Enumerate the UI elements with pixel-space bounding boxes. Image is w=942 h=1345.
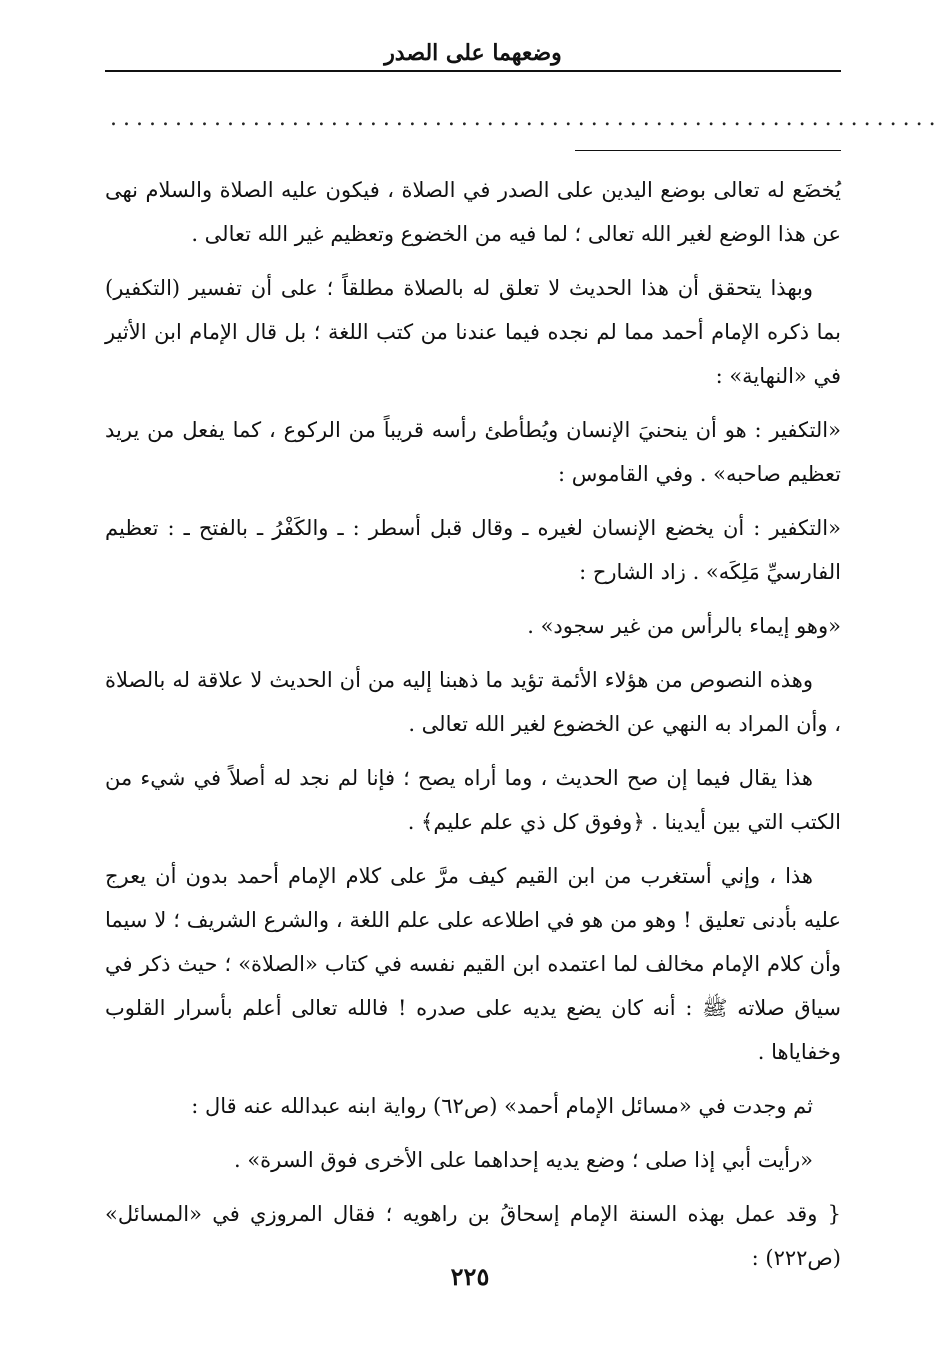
paragraph: هذا ، وإني أستغرب من ابن القيم كيف مرَّ على كلام الإمام أحمد بدون أن يعرج عليه بأدنى تعليق ! وهو من هو في اطلاعه على علم اللغة ، والشرع الشريف ؛ لا سيما وأن كلام الإمام مخالف لما اعتمده ابن القيم نفسه في كتاب «الصلاة» ؛ حيث ذكر في سياق صلاته ﷺ : أنه كان يضع يديه على صدره ! فالله تعالى أعلم بأسرار القلوب وخفاياها . [105, 864, 841, 1064]
quote-paragraph: «وهو إيماء بالرأس من غير سجود» . [527, 614, 841, 638]
running-head-title: وضعهما على الصدر [384, 40, 562, 66]
paragraph: يُخضَع له تعالى بوضع اليدين على الصدر في الصلاة ، فيكون عليه الصلاة والسلام نهى عن هذا الوضع لغير الله تعالى ؛ لما فيه من الخضوع وتعظيم غير الله تعالى . [105, 178, 841, 246]
separator-rule [575, 150, 841, 151]
paragraph: { وقد عمل بهذه السنة الإمام إسحاقُ بن راهويه ؛ فقال المروزي في «المسائل» (ص٢٢٢) : [105, 1202, 841, 1270]
quote-paragraph: «التكفير : هو أن ينحنيَ الإنسان ويُطأطئ رأسه قريباً من الركوع ، كما يفعل من يريد تعظيم صاحبه» . وفي القاموس : [105, 418, 841, 486]
body-text [105, 168, 841, 1290]
quote-paragraph: «التكفير : أن يخضع الإنسان لغيره ـ وقال قبل أسطر : ـ والكَفْرُ ـ بالفتح ـ : تعظيم الفارسيِّ مَلِكَه» . زاد الشارح : [105, 516, 841, 584]
paragraph: هذا يقال فيما إن صح الحديث ، وما أراه يصح ؛ فإنا لم نجد له أصلاً في شيء من الكتب التي بين أيدينا . ﴿وفوق كل ذي علم عليم﴾ . [105, 766, 841, 834]
page-number: ٢٢٥ [450, 1262, 490, 1291]
ellipsis-dots: ................................................................ [110, 106, 942, 131]
quote-paragraph: «رأيت أبي إذا صلى ؛ وضع يديه إحداهما على الأخرى فوق السرة» . [233, 1148, 813, 1172]
paragraph: وبهذا يتحقق أن هذا الحديث لا تعلق له بالصلاة مطلقاً ؛ على أن تفسير (التكفير) بما ذكره الإمام أحمد مما لم نجده فيما عندنا من كتب اللغة ؛ بل قال الإمام ابن الأثير في «النهاية» : [105, 276, 841, 388]
paragraph: وهذه النصوص من هؤلاء الأئمة تؤيد ما ذهبنا إليه من أن الحديث لا علاقة له بالصلاة ، وأن المراد به النهي عن الخضوع لغير الله تعالى . [105, 668, 841, 736]
header-rule [105, 70, 841, 72]
paragraph: ثم وجدت في «مسائل الإمام أحمد» (ص٦٢) رواية ابنه عبدالله عنه قال : [191, 1094, 813, 1118]
